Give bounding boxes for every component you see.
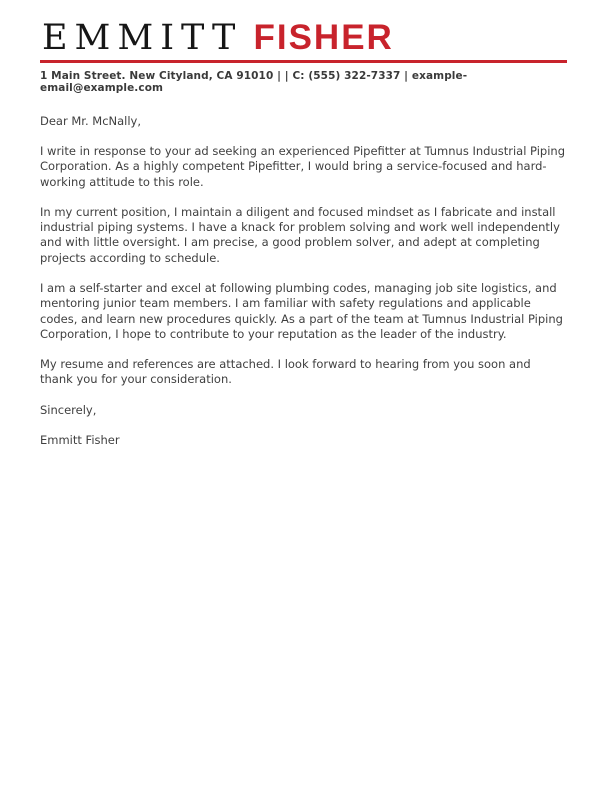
contact-info: 1 Main Street. New Cityland, CA 91010 | | C: (555) 322-7337 | example-email@example.com xyxy=(40,69,468,94)
letterhead-last-name: FISHER xyxy=(253,18,394,57)
signature-name: Emmitt Fisher xyxy=(40,432,120,447)
paragraph-intro: I write in response to your ad seeking an experienced Pipefitter at Tumnus Industrial Piping Corporation. As a highly competent Pipefitter, I would bring a service-focused and hard-working attitude to this role. xyxy=(40,144,566,189)
header-divider xyxy=(40,60,567,63)
salutation: Dear Mr. McNally, xyxy=(40,113,142,128)
letterhead-name xyxy=(42,20,567,57)
paragraph-closing-statement: My resume and references are attached. I look forward to hearing from you soon and thank you for your consideration. xyxy=(40,357,531,387)
letter-body xyxy=(40,114,567,449)
letterhead-first-name: EMMITT xyxy=(42,18,243,58)
closing: Sincerely, xyxy=(40,402,97,417)
paragraph-skills: I am a self-starter and excel at following plumbing codes, managing job site logistics, and mentoring junior team members. I am familiar with safety regulations and applicable codes, and learn new procedures quickly. As a part of the team at Tumnus Industrial Piping Corporation, I hope to contribute to your reputation as the leader of the industry. xyxy=(40,281,563,341)
paragraph-current-position: In my current position, I maintain a diligent and focused mindset as I fabricate and install industrial piping systems. I have a knack for problem solving and work well independently and with little oversight. I am precise, a good problem solver, and adept at completing projects according to schedule. xyxy=(40,204,560,265)
